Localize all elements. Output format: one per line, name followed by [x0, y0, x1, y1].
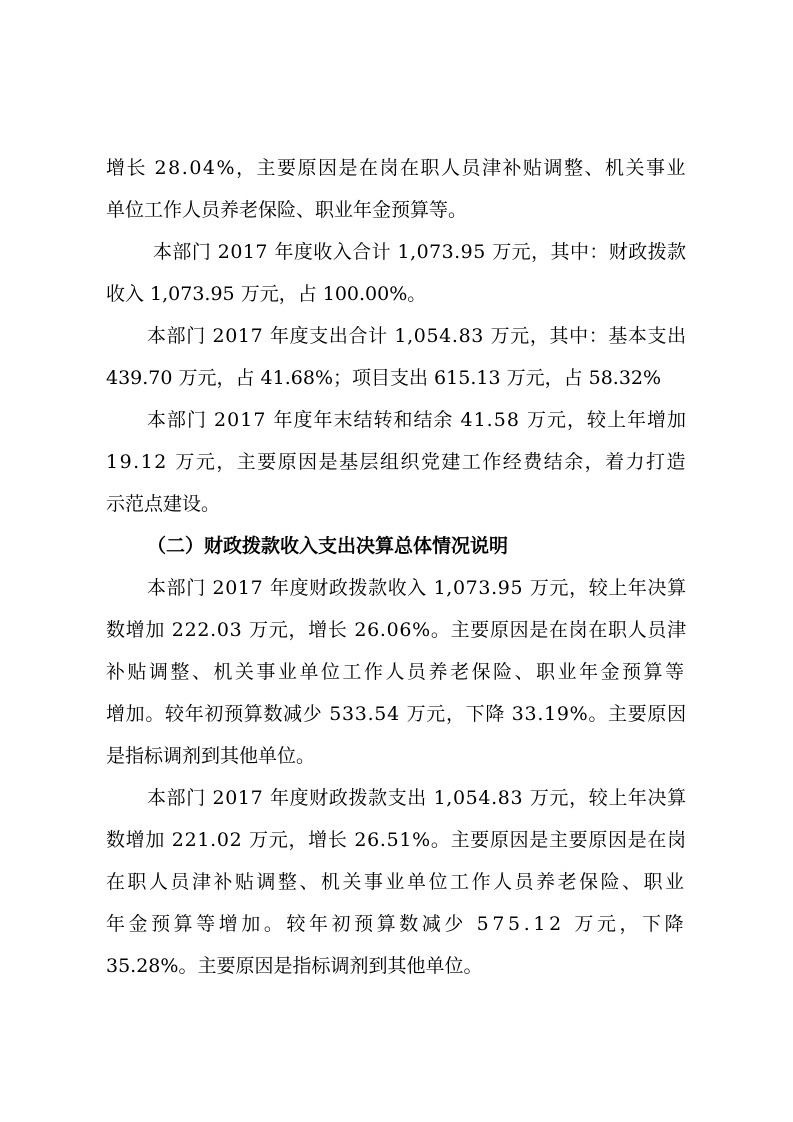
- text-line: [0, 442, 793, 482]
- line-text: 35.28%。主要原因是指标调剂到其他单位。: [106, 955, 483, 977]
- text-line: [0, 904, 793, 944]
- line-text: 年金预算等增加。较年初预算数减少 575.12 万元，下降: [106, 913, 688, 935]
- section-heading: [0, 526, 793, 566]
- heading-text: （二）财政拨款收入支出决算总体情况说明: [147, 535, 509, 557]
- text-line: [0, 736, 793, 776]
- line-text: 19.12 万元，主要原因是基层组织党建工作经费结余，着力打造: [106, 451, 687, 473]
- line-text: 单位工作人员养老保险、职业年金预算等。: [106, 199, 468, 221]
- line-text: 在职人员津补贴调整、机关事业单位工作人员养老保险、职业: [106, 871, 687, 893]
- text-line: [0, 232, 793, 272]
- text-line: [0, 946, 793, 986]
- text-line: [0, 274, 793, 314]
- text-line: [0, 148, 793, 188]
- text-line: [0, 190, 793, 230]
- text-line: [0, 568, 793, 608]
- line-text: 增长 28.04%，主要原因是在岗在职人员津补贴调整、机关事业: [106, 157, 688, 179]
- line-text: 示范点建设。: [106, 493, 221, 515]
- text-line: [0, 316, 793, 356]
- text-line: [0, 862, 793, 902]
- text-line: [0, 484, 793, 524]
- line-text: 本部门 2017 年度财政拨款收入 1,073.95 万元，较上年决算: [147, 577, 687, 599]
- line-text: 数增加 221.02 万元，增长 26.51%。主要原因是主要原因是在岗: [106, 829, 687, 851]
- line-text: 本部门 2017 年度财政拨款支出 1,054.83 万元，较上年决算: [147, 787, 687, 809]
- text-line: [0, 694, 793, 734]
- text-line: [0, 820, 793, 860]
- text-line: [0, 652, 793, 692]
- line-text: 数增加 222.03 万元，增长 26.06%。主要原因是在岗在职人员津: [106, 619, 687, 641]
- line-text: 是指标调剂到其他单位。: [106, 745, 316, 767]
- text-line: [0, 358, 793, 398]
- line-text: 本部门 2017 年度支出合计 1,054.83 万元，其中：基本支出: [147, 325, 687, 347]
- text-line: [0, 610, 793, 650]
- line-text: 收入 1,073.95 万元，占 100.00%。: [106, 283, 427, 305]
- line-text: 439.70 万元，占 41.68%；项目支出 615.13 万元，占 58.32%: [106, 367, 662, 389]
- line-text: 本部门 2017 年度收入合计 1,073.95 万元，其中：财政拨款: [153, 241, 687, 263]
- line-text: 增加。较年初预算数减少 533.54 万元，下降 33.19%。主要原因: [106, 703, 687, 725]
- line-text: 本部门 2017 年度年末结转和结余 41.58 万元，较上年增加: [147, 409, 687, 431]
- line-text: 补贴调整、机关事业单位工作人员养老保险、职业年金预算等: [106, 661, 687, 683]
- text-line: [0, 778, 793, 818]
- text-line: [0, 400, 793, 440]
